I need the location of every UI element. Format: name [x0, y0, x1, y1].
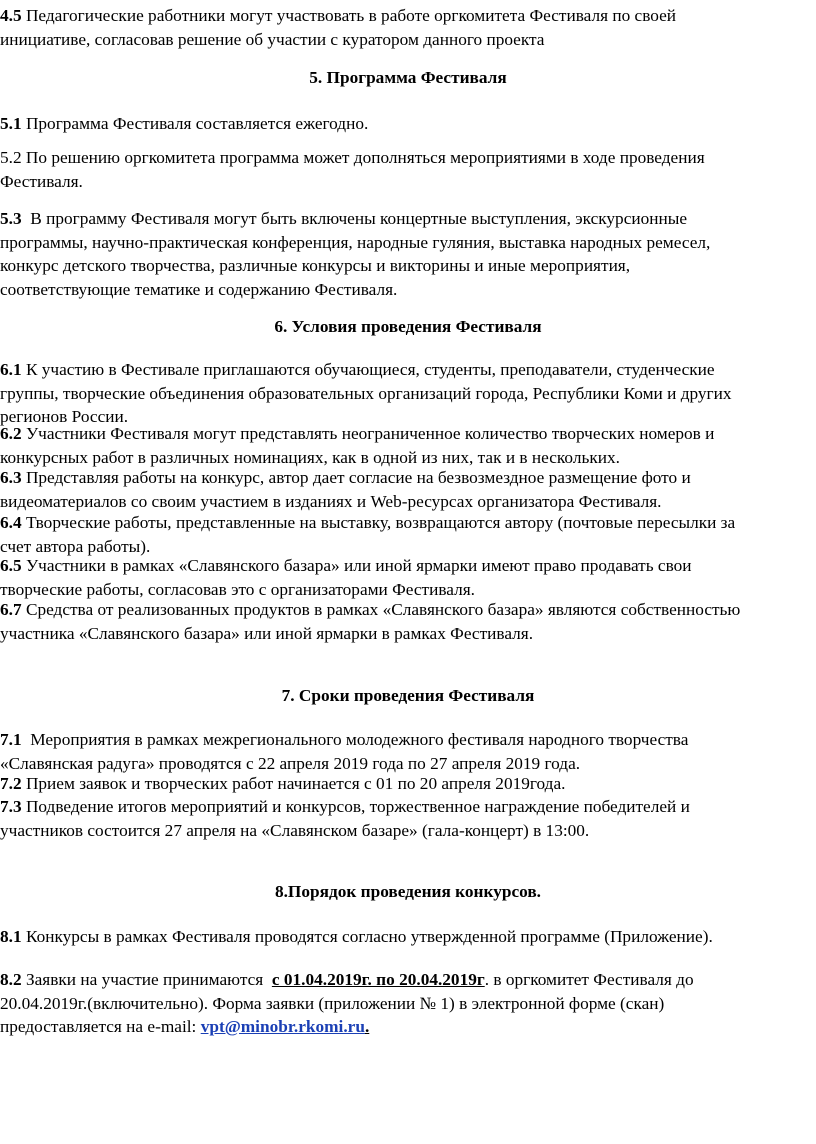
clause-number: 5.3 — [0, 209, 22, 228]
clause-number: 6.1 — [0, 360, 22, 379]
clause-7-2: 7.2 Прием заявок и творческих работ начинается с 01 по 20 апреля 2019года. — [0, 774, 566, 793]
clause-4-5: 4.5 Педагогические работники могут участвовать в работе оргкомитета Фестиваля по своей инициативе, согласовав решение об участии с куратором данного проекта — [0, 6, 677, 49]
clause-number: 4.5 — [0, 6, 22, 25]
clause-6-4: 6.4 Творческие работы, представленные на выставку, возвращаются автору (почтовые пересылки за счет автора работы). — [0, 513, 736, 556]
clause-6-1: 6.1 К участию в Фестивале приглашаются обучающиеся, студенты, преподаватели, студенческие группы, творческие объединения образовательных организаций города, Республики Коми и других регионов России. — [0, 360, 732, 426]
section-heading-5: 5. Программа Фестиваля — [309, 68, 507, 87]
clause-number: 6.2 — [0, 424, 22, 443]
section-heading-6: 6. Условия проведения Фестиваля — [274, 317, 542, 336]
clause-8-2: 8.2 Заявки на участие принимаются с 01.04.2019г. по 20.04.2019г. в оргкомитет Фестиваля до 20.04.2019г.(включительно). Форма заявки (приложении № 1) в электронной форме (скан) предоставляется на e-mail: vpt@minobr.rkomi.ru. — [0, 970, 694, 1036]
clause-number: 8.2 — [0, 970, 22, 989]
clause-number: 6.5 — [0, 556, 22, 575]
clause-number: 6.4 — [0, 513, 22, 532]
section-heading-8: 8.Порядок проведения конкурсов. — [274, 882, 542, 901]
clause-number: 8.1 — [0, 927, 22, 946]
clause-7-1: 7.1 Мероприятия в рамках межрегионального молодежного фестиваля народного творчества «Славянская радуга» проводятся с 22 апреля 2019 года по 27 апреля 2019 года. — [0, 730, 689, 773]
clause-number: 7.1 — [0, 730, 22, 749]
clause-number: 7.2 — [0, 774, 22, 793]
clause-7-3: 7.3 Подведение итогов мероприятий и конкурсов, торжественное награждение победителей и участников состоится 27 апреля на «Славянском базаре» (гала-концерт) в 13:00. — [0, 797, 690, 840]
clause-8-1: 8.1 Конкурсы в рамках Фестиваля проводятся согласно утвержденной программе (Приложение). — [0, 927, 713, 946]
section-heading-7: 7. Сроки проведения Фестиваля — [281, 686, 535, 705]
clause-6-3: 6.3 Представляя работы на конкурс, автор дает согласие на безвозмездное размещение фото и видеоматериалов со своим участием в изданиях и Web-ресурсах организатора Фестиваля. — [0, 468, 691, 511]
clause-6-2: 6.2 Участники Фестиваля могут представлять неограниченное количество творческих номеров и конкурсных работ в различных номинациях, как в одной из них, так и в нескольких. — [0, 424, 715, 467]
clause-number: 6.7 — [0, 600, 22, 619]
clause-5-2: 5.2 По решению оргкомитета программа может дополняться мероприятиями в ходе проведения Фестиваля. — [0, 148, 705, 191]
clause-number: 5.1 — [0, 114, 22, 133]
email-link[interactable]: vpt@minobr.rkomi.ru — [200, 1017, 365, 1036]
clause-6-7: 6.7 Средства от реализованных продуктов в рамках «Славянского базара» являются собственностью участника «Славянского базара» или иной ярмарки в рамках Фестиваля. — [0, 600, 741, 643]
clause-5-1: 5.1 Программа Фестиваля составляется ежегодно. — [0, 114, 369, 133]
application-dates: с 01.04.2019г. по 20.04.2019г — [271, 970, 485, 989]
clause-number: 6.3 — [0, 468, 22, 487]
clause-number: 7.3 — [0, 797, 22, 816]
clause-6-5: 6.5 Участники в рамках «Славянского базара» или иной ярмарки имеют право продавать свои творческие работы, согласовав это с организаторами Фестиваля. — [0, 556, 692, 599]
clause-5-3: 5.3 В программу Фестиваля могут быть включены концертные выступления, экскурсионные программы, научно-практическая конференция, народные гуляния, выставка народных ремесел, конкурс детского творчества, различные конкурсы и викторины и иные мероприятия, соответствующие тематике и содержанию Фестиваля. — [0, 209, 711, 299]
